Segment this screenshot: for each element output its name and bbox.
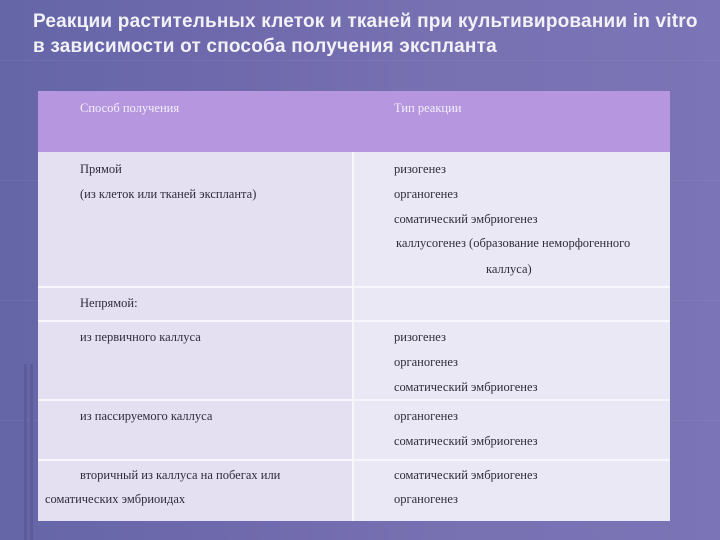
cell-passaged-method — [38, 401, 354, 459]
table-header-row — [38, 91, 670, 152]
direct-method-line2: (из клеток или тканей экспланта) — [80, 187, 257, 201]
primary-callus-method: из первичного каллуса — [80, 330, 201, 344]
cell-direct-reactions — [354, 152, 670, 286]
direct-reaction-item: органогенез — [394, 187, 458, 201]
direct-reaction-item: ризогенез — [394, 162, 446, 176]
cell-primary-method — [38, 322, 354, 401]
secondary-method-line2: соматических эмбриоидах — [45, 492, 186, 506]
background-line — [0, 60, 720, 61]
table-row-passaged-callus — [38, 399, 670, 459]
header-reaction-label: Тип реакции — [394, 101, 462, 115]
secondary-method-line1: вторичный из каллуса на побегах или — [80, 468, 281, 482]
slide-title: Реакции растительных клеток и тканей при культивировании in vitro в зависимости от способа получения экспланта — [33, 11, 698, 57]
table-row-indirect — [38, 286, 670, 320]
direct-reaction-item: каллусогенез (образование неморфогенного — [396, 236, 631, 250]
direct-reaction-item: каллуса) — [486, 262, 532, 276]
passaged-reaction-item: соматический эмбриогенез — [394, 434, 538, 448]
table-row-direct — [38, 152, 670, 286]
header-cell-reaction — [354, 91, 670, 152]
secondary-reaction-item: соматический эмбриогенез — [394, 468, 538, 482]
cell-primary-reactions — [354, 322, 670, 401]
cell-secondary-reactions — [354, 461, 670, 521]
primary-reaction-item: ризогенез — [394, 330, 446, 344]
header-cell-method — [38, 91, 354, 152]
cell-passaged-reactions — [354, 401, 670, 459]
cell-direct-method — [38, 152, 354, 286]
table-row-primary-callus — [38, 320, 670, 401]
cell-secondary-method — [38, 461, 354, 521]
reaction-table — [38, 91, 670, 519]
primary-reaction-item: органогенез — [394, 355, 458, 369]
direct-reaction-item: соматический эмбриогенез — [394, 212, 538, 226]
secondary-reaction-item: органогенез — [394, 492, 458, 506]
direct-method-line1: Прямой — [80, 162, 122, 176]
decorative-bar — [30, 364, 33, 540]
primary-reaction-item: соматический эмбриогенез — [394, 380, 538, 394]
header-method-label: Способ получения — [80, 101, 180, 115]
cell-indirect-label — [38, 288, 354, 320]
passaged-reaction-item: органогенез — [394, 409, 458, 423]
indirect-label: Непрямой: — [80, 296, 138, 310]
cell-indirect-empty — [354, 288, 670, 320]
table-row-secondary-callus — [38, 459, 670, 521]
decorative-bar — [24, 364, 27, 540]
passaged-callus-method: из пассируемого каллуса — [80, 409, 213, 423]
